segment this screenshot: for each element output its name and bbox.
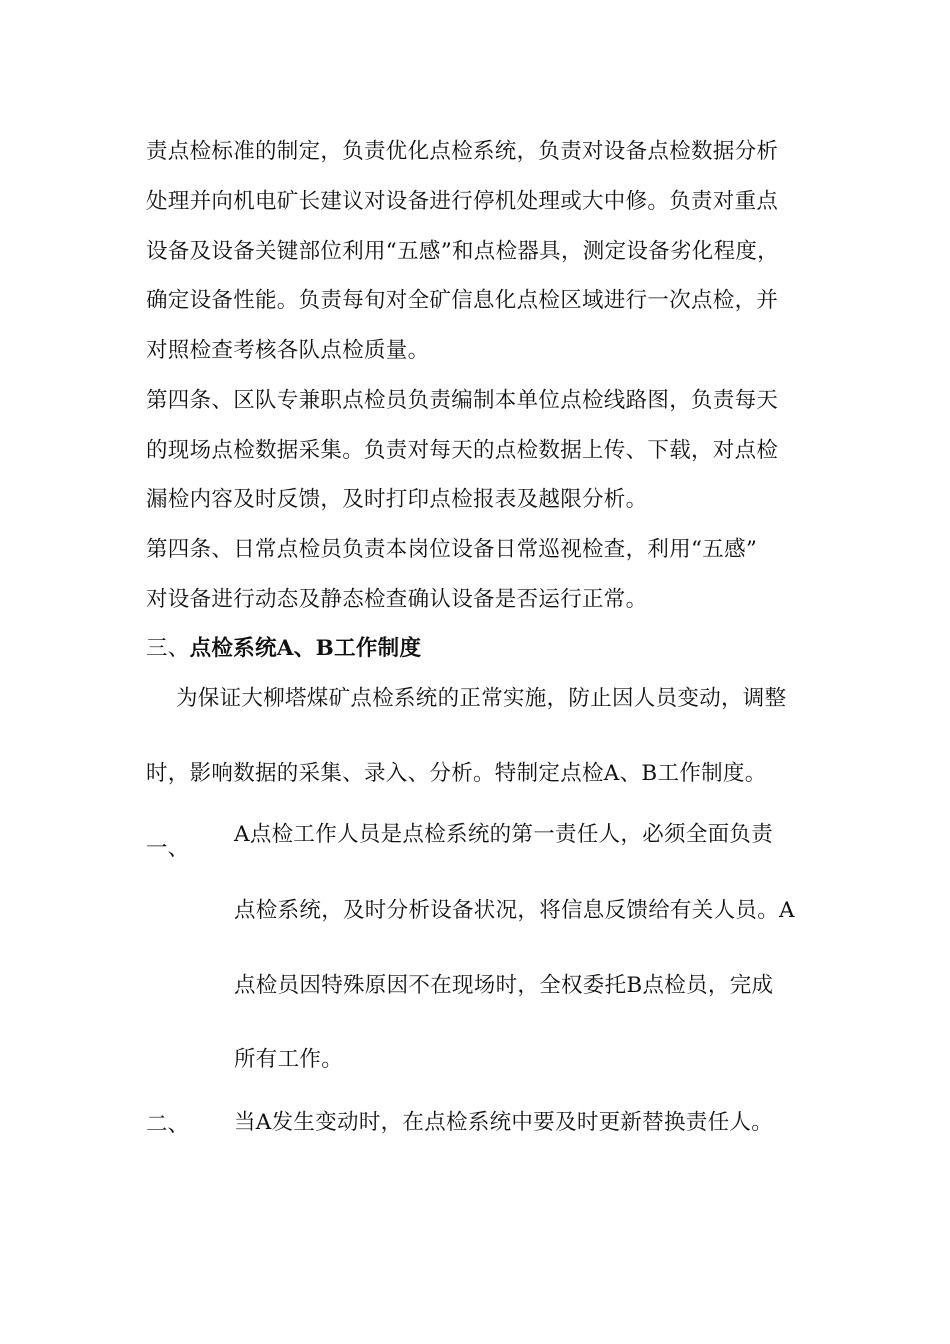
- body-line-5: 对照检查考核各队点检质量。: [146, 338, 430, 363]
- intro-line-1: 为保证大柳塔煤矿点检系统的正常实施，防止因人员变动，调整: [176, 686, 787, 711]
- body-line-7: 的现场点检数据采集。负责对每天的点检数据上传、下载，对点检: [146, 438, 779, 463]
- item-1-line-1: A点检工作人员是点检系统的第一责任人，必须全面负责: [234, 822, 774, 847]
- item-2-line-1: 当A发生变动时，在点检系统中要及时更新替换责任人。: [234, 1110, 774, 1135]
- section-heading-title: 点检系统A、B工作制度: [189, 636, 422, 661]
- intro-line-2: 时，影响数据的采集、录入、分析。特制定点检A、B工作制度。: [146, 761, 767, 786]
- body-line-10: 对设备进行动态及静态检查确认设备是否运行正常。: [146, 587, 648, 612]
- body-line-1: 责点检标准的制定，负责优化点检系统，负责对设备点检数据分析: [146, 139, 779, 164]
- item-1-number: 一、: [146, 836, 190, 861]
- body-line-3: 设备及设备关键部位利用“五感”和点检器具，测定设备劣化程度，: [146, 239, 779, 264]
- item-1-line-3: 点检员因特殊原因不在现场时，全权委托B点检员，完成: [234, 973, 774, 998]
- body-line-8: 漏检内容及时反馈，及时打印点检报表及越限分析。: [146, 487, 648, 512]
- item-1-line-2: 点检系统，及时分析设备状况，将信息反馈给有关人员。A: [234, 898, 795, 923]
- item-1-line-4: 所有工作。: [234, 1047, 344, 1072]
- body-line-4: 确定设备性能。负责每旬对全矿信息化点检区域进行一次点检，并: [146, 288, 779, 313]
- section-heading-prefix: 三、: [146, 636, 190, 661]
- body-line-6: 第四条、区队专兼职点检员负责编制本单位点检线路图，负责每天: [146, 388, 779, 413]
- item-2-number: 二、: [146, 1112, 190, 1137]
- section-heading: [146, 634, 421, 664]
- body-line-9: 第四条、日常点检员负责本岗位设备日常巡视检查，利用“五感”: [146, 537, 758, 562]
- body-line-2: 处理并向机电矿长建议对设备进行停机处理或大中修。负责对重点: [146, 189, 779, 214]
